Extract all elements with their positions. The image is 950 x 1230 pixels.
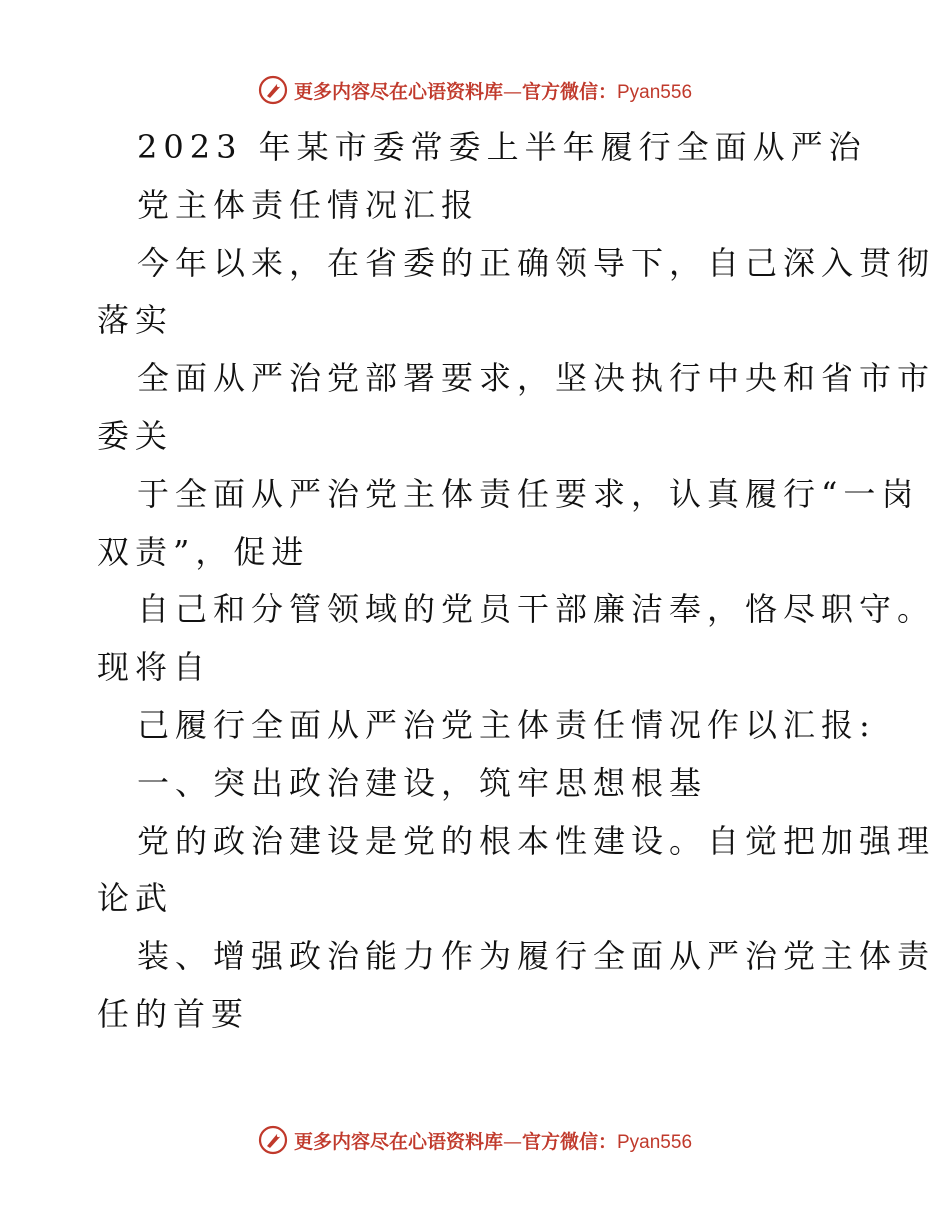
watermark-separator: — <box>502 1130 522 1153</box>
paragraph-line: 自己和分管领域的党员干部廉洁奉，恪尽职守。 <box>137 590 936 628</box>
paragraph-line: 落实 <box>97 301 174 339</box>
watermark-label: 官方微信： <box>521 1130 617 1153</box>
document-title-line-1: 2023 年某市委常委上半年履行全面从严治 <box>137 128 867 166</box>
paragraph-line: 于全面从严治党主体责任要求，认真履行“一岗 <box>137 475 920 513</box>
paragraph-line: 论武 <box>97 879 174 917</box>
watermark-main: 更多内容尽在心语资料库 <box>293 1130 503 1153</box>
watermark-main: 更多内容尽在心语资料库 <box>293 80 503 103</box>
paragraph-line: 双责”，促进 <box>97 533 310 571</box>
watermark-id: Pyan556 <box>617 1131 693 1153</box>
paragraph-line: 己履行全面从严治党主体责任情况作以汇报: <box>137 706 876 744</box>
paragraph-line: 党的政治建设是党的根本性建设。自觉把加强理 <box>137 822 936 860</box>
footer-watermark <box>0 1120 950 1160</box>
paragraph-line: 全面从严治党部署要求，坚决执行中央和省市市 <box>137 359 936 397</box>
pen-nib-logo-icon <box>258 1125 288 1155</box>
paragraph-line: 现将自 <box>97 648 212 686</box>
pen-nib-logo-icon <box>258 75 288 105</box>
document-title-line-2: 党主体责任情况汇报 <box>137 186 480 224</box>
watermark-label: 官方微信： <box>521 80 617 103</box>
header-watermark <box>0 70 950 110</box>
paragraph-line: 委关 <box>97 417 174 455</box>
paragraph-line: 今年以来，在省委的正确领导下，自己深入贯彻 <box>137 244 936 282</box>
paragraph-line: 装、增强政治能力作为履行全面从严治党主体责 <box>137 937 936 975</box>
watermark-text <box>294 1127 692 1154</box>
watermark-id: Pyan556 <box>617 81 693 103</box>
watermark-text <box>294 77 692 104</box>
section-heading: 一、突出政治建设，筑牢思想根基 <box>137 764 708 802</box>
watermark-separator: — <box>502 80 522 103</box>
paragraph-line: 任的首要 <box>97 995 250 1033</box>
